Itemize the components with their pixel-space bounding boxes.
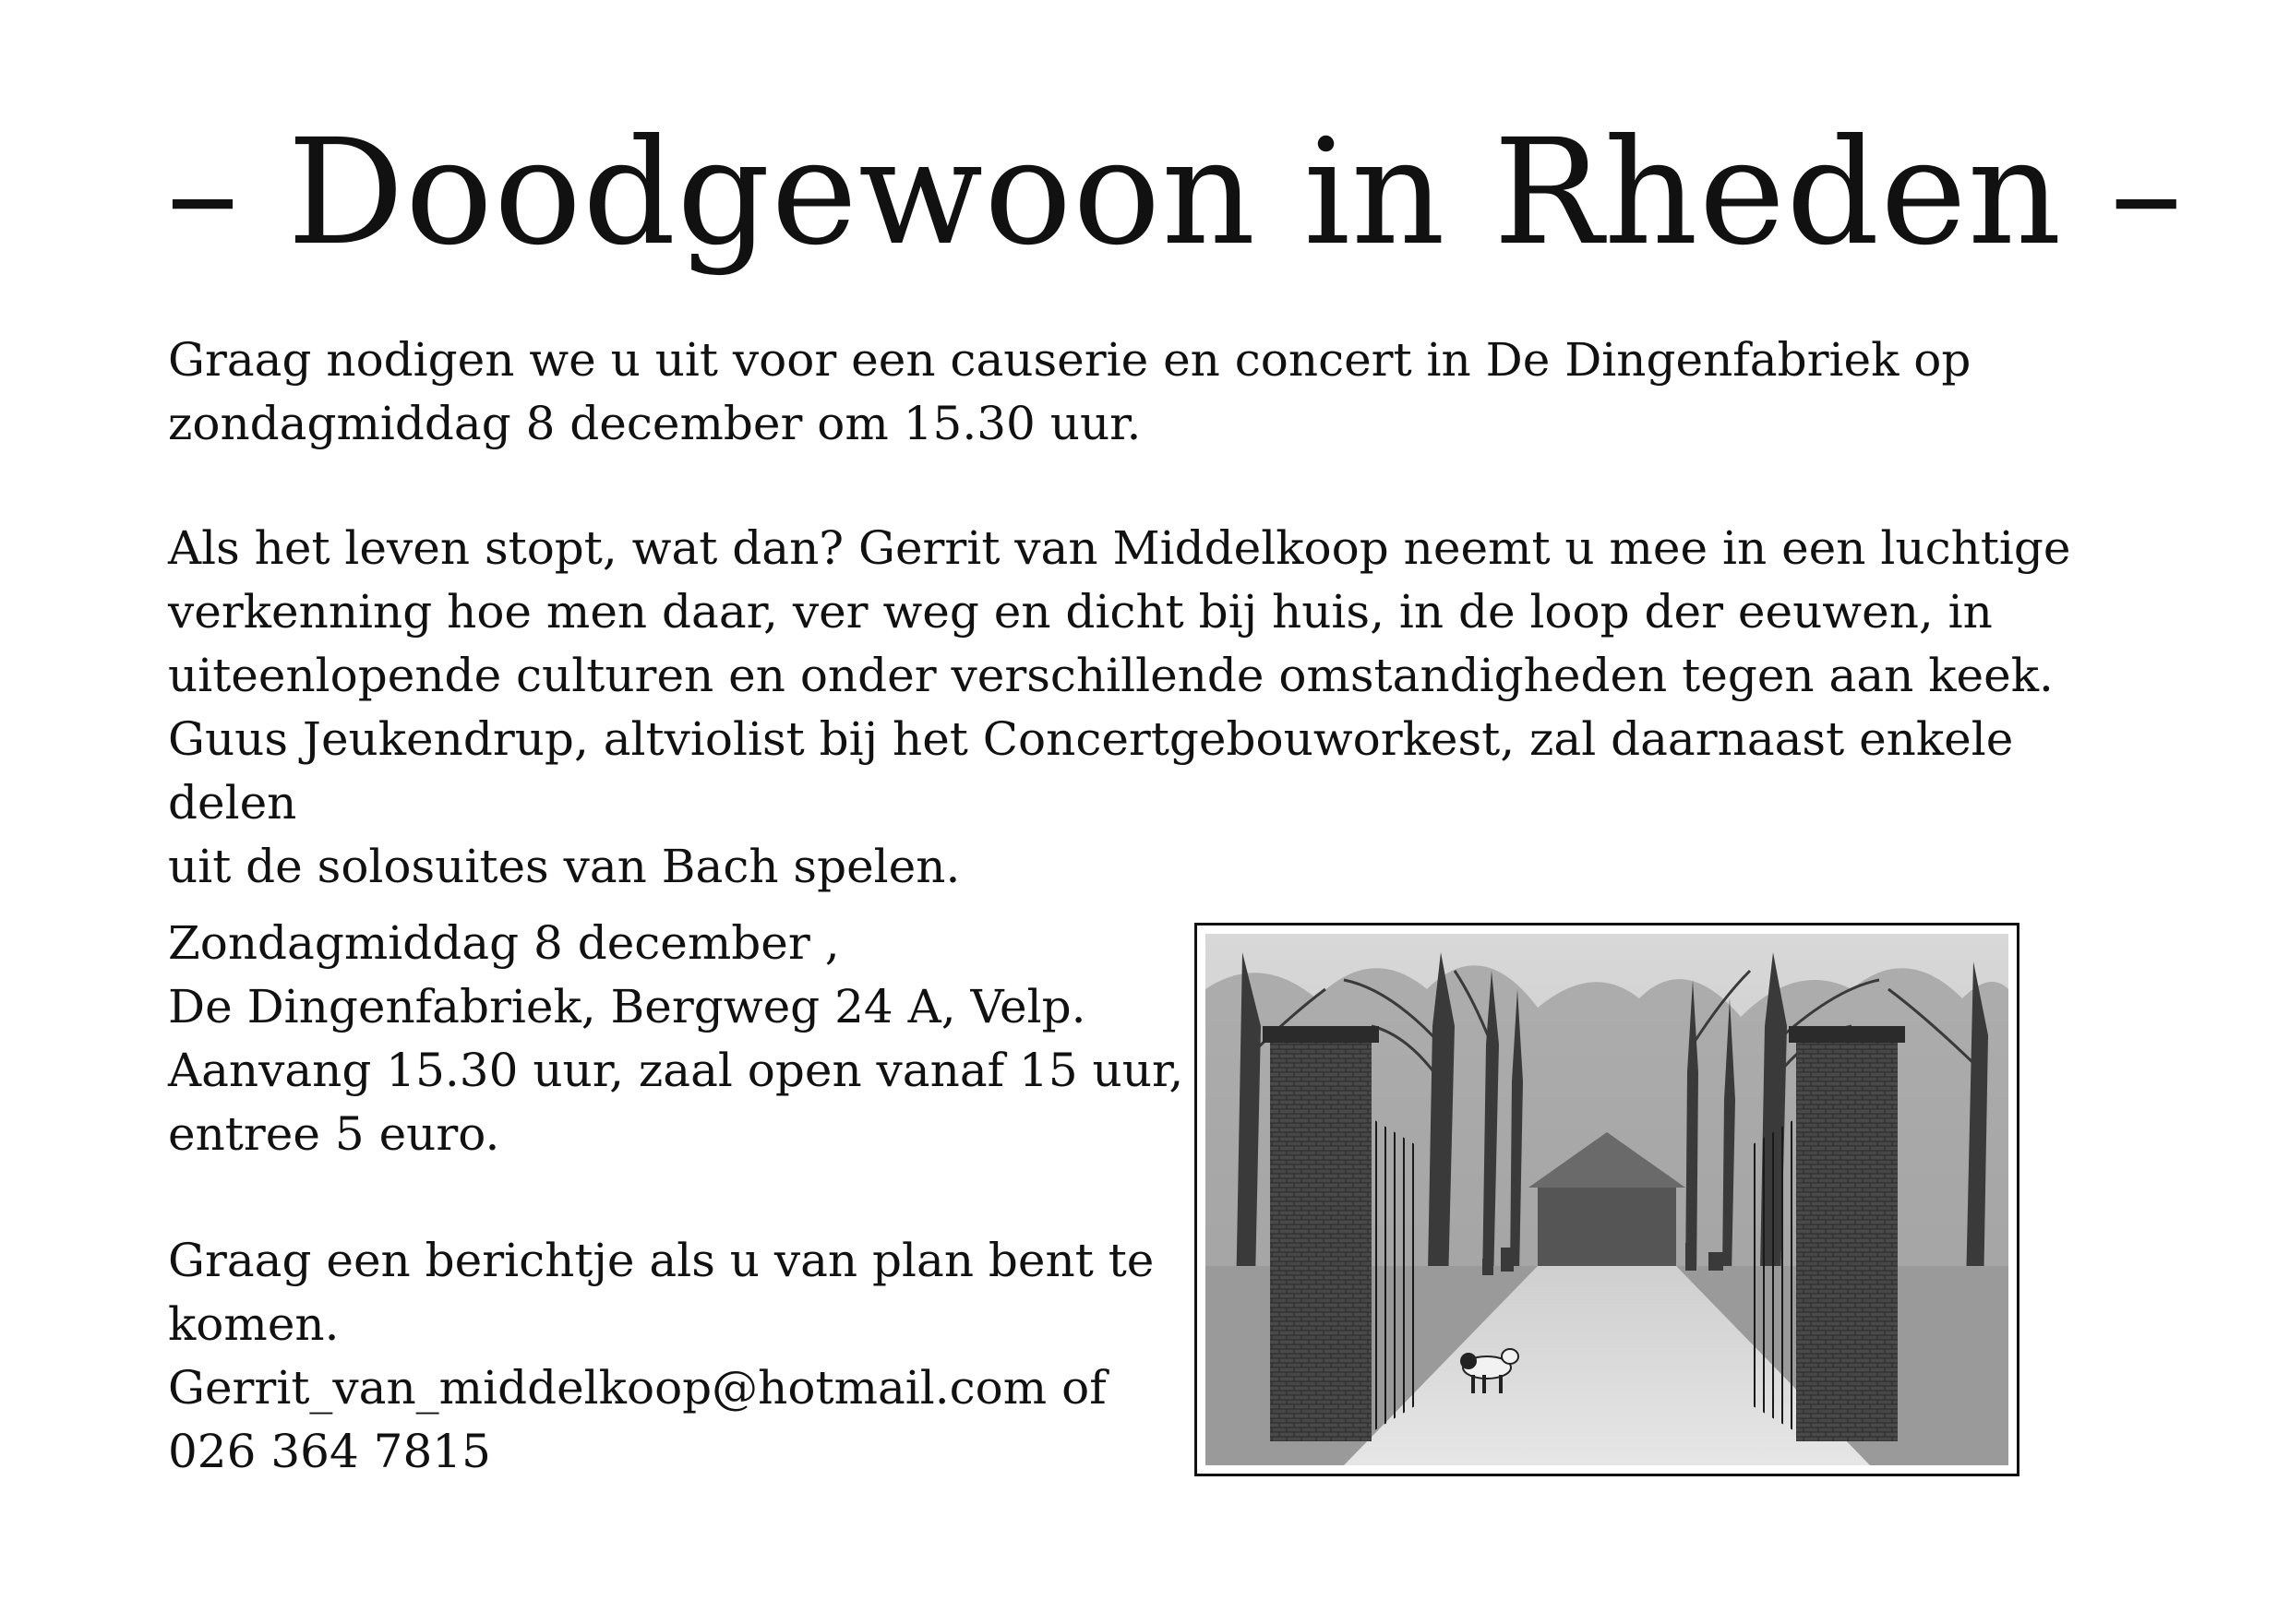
contact-info	[168, 1229, 1211, 1484]
contact-phone: 026 364 7815	[168, 1425, 491, 1478]
event-details	[168, 912, 1211, 1166]
event-location: De Dingenfabriek, Bergweg 24 A, Velp.	[168, 980, 1086, 1033]
left-pillar-cap	[1263, 1026, 1379, 1043]
description-paragraph	[168, 517, 2143, 899]
intro-line: zondagmiddag 8 december om 15.30 uur.	[168, 397, 1142, 450]
cemetery-gate-photo	[1194, 923, 2019, 1476]
rsvp-line: Graag een berichtje als u van plan bent te	[168, 1234, 1155, 1287]
intro-paragraph	[168, 328, 2014, 456]
left-iron-gate	[1372, 1118, 1418, 1432]
chapel	[1538, 1183, 1676, 1266]
right-gate-pillar	[1796, 1035, 1898, 1441]
event-price: entree 5 euro.	[168, 1107, 500, 1161]
right-iron-gate	[1750, 1118, 1796, 1432]
description-line: uit de solosuites van Bach spelen.	[168, 840, 961, 893]
rsvp-line: komen.	[168, 1297, 340, 1351]
description-line: Guus Jeukendrup, altviolist bij het Concertgebouworkest, zal daarnaast enkele delen	[168, 712, 2014, 830]
event-time: Aanvang 15.30 uur, zaal open vanaf 15 uur,	[168, 1044, 1184, 1097]
left-gate-pillar	[1270, 1035, 1372, 1441]
description-line: uiteenlopende culturen en onder verschillende omstandigheden tegen aan keek.	[168, 649, 2054, 702]
right-pillar-cap	[1789, 1026, 1905, 1043]
event-date: Zondagmiddag 8 december ,	[168, 916, 840, 970]
page-title: – Doodgewoon in Rheden –	[166, 108, 2184, 278]
description-line: verkenning hoe men daar, ver weg en dicht bij huis, in de loop der eeuwen, in	[168, 585, 1993, 639]
cemetery-gate-illustration	[1205, 934, 2008, 1465]
intro-line: Graag nodigen we u uit voor een causerie en concert in De Dingenfabriek op	[168, 333, 1971, 387]
contact-email: Gerrit_van_middelkoop@hotmail.com of	[168, 1361, 1107, 1415]
description-line: Als het leven stopt, wat dan? Gerrit van Middelkoop neemt u mee in een luchtige	[168, 521, 2071, 575]
